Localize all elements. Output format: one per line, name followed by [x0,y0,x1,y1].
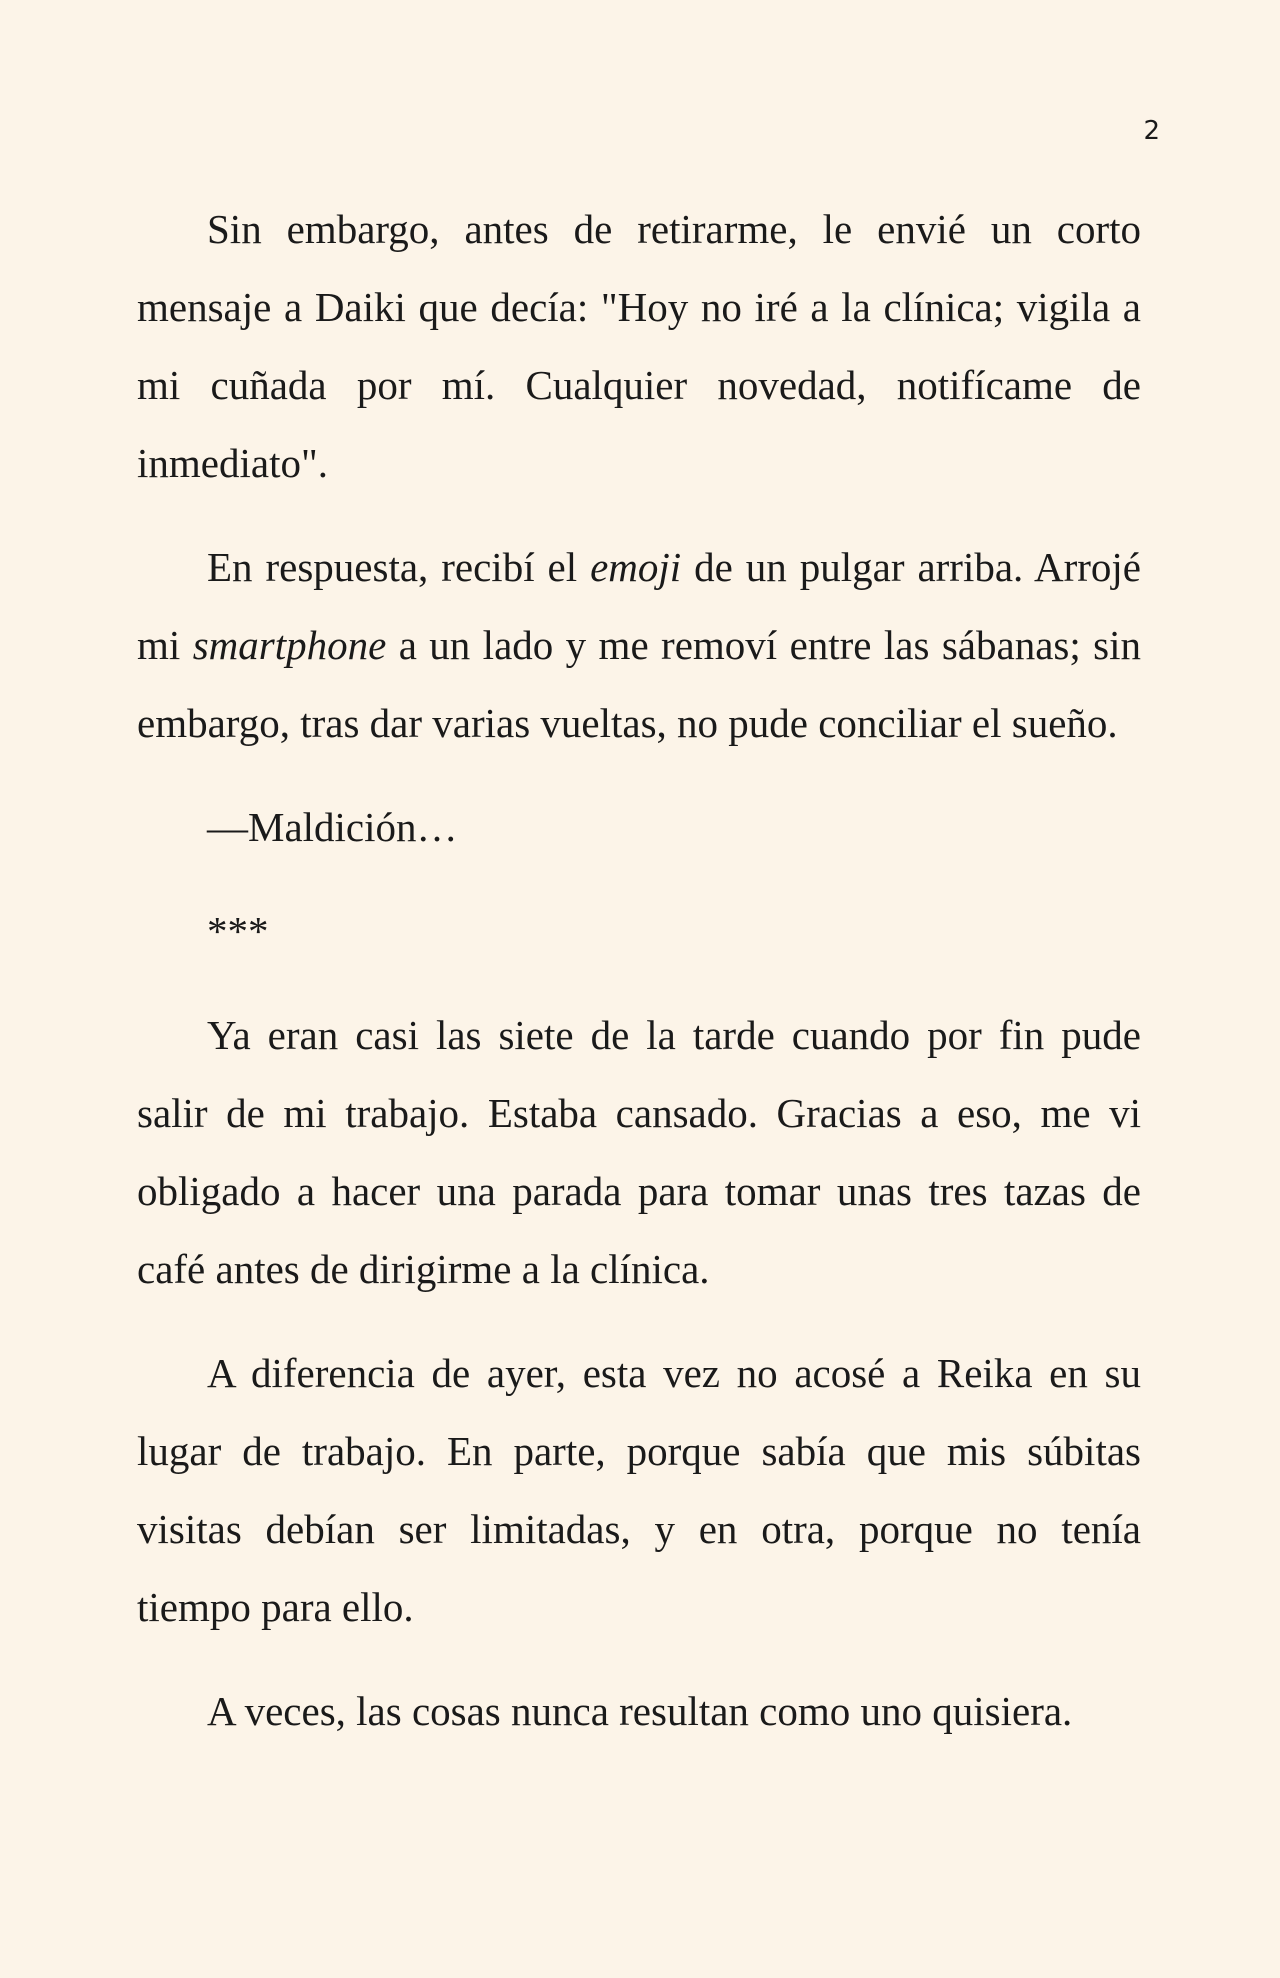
paragraph-2-text-c: a un lado y me removí entre las sábanas; sin embargo, tras dar varias vueltas, no pude conciliar el sueño. [137,622,1141,746]
paragraph-4-text: Ya eran casi las siete de la tarde cuando por fin pude salir de mi trabajo. Estaba cansado. Gracias a eso, me vi obligado a hacer una parada para tomar unas tres tazas de café antes de dirigirme a la clínica. [137,1012,1141,1292]
paragraph-1-text: Sin embargo, antes de retirarme, le envié un corto mensaje a Daiki que decía: "Hoy no iré a la clínica; vigila a mi cuñada por mí. Cualquier novedad, notifícame de inmediato". [137,206,1141,486]
page-body [137,190,1141,1750]
paragraph-6-text: A veces, las cosas nunca resultan como uno quisiera. [207,1688,1073,1734]
scene-break: *** [207,908,269,954]
paragraph-3-dialogue [137,788,1141,866]
paragraph-2 [137,528,1141,762]
paragraph-4 [137,996,1141,1308]
paragraph-2-text-b: de un pulgar arriba. Arrojé mi [137,544,1141,668]
paragraph-3-text: —Maldición… [207,804,458,850]
paragraph-2-text-a: En respuesta, recibí el [207,544,591,590]
page-number: 2 [1143,116,1160,146]
paragraph-5-text: A diferencia de ayer, esta vez no acosé a Reika en su lugar de trabajo. En parte, porque sabía que mis súbitas visitas debían ser limitadas, y en otra, porque no tenía tiempo para ello. [137,1350,1141,1630]
paragraph-6 [137,1672,1141,1750]
italic-word-smartphone: smartphone [192,622,387,668]
italic-word-emoji: emoji [590,544,682,590]
paragraph-5 [137,1334,1141,1646]
paragraph-1 [137,190,1141,502]
